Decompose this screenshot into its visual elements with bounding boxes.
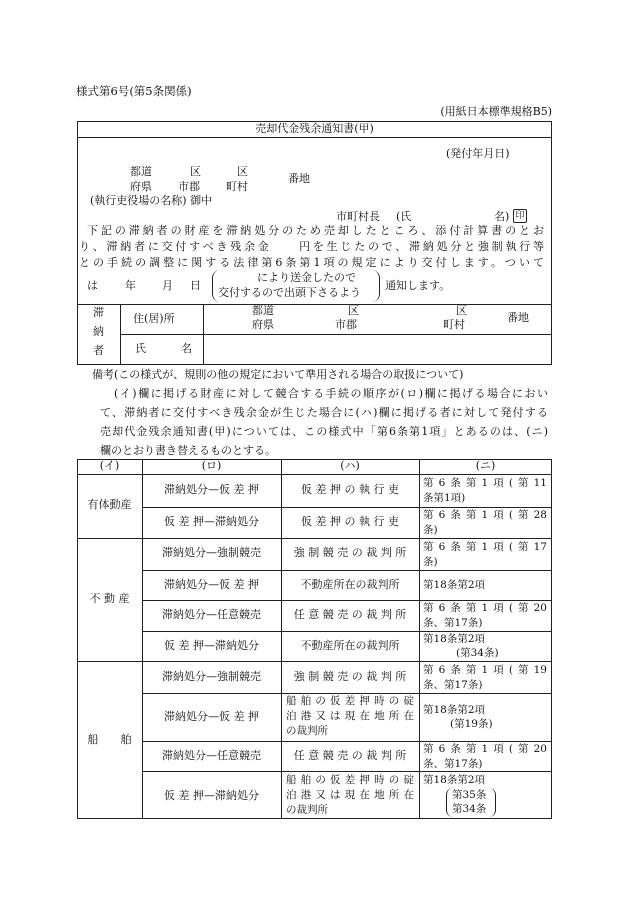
group-real-estate: 不 動 産 (89, 592, 130, 605)
paper-size: (用紙日本標準規格B5) (440, 105, 552, 118)
table-row-7-ha-1: 船舶の仮差押時の碇 (286, 695, 414, 707)
notice-title: 売却代金残余通知書(甲) (255, 122, 374, 135)
table-row-9-ha-1: 船舶の仮差押時の碇 (286, 774, 414, 786)
table-row-7-ha-3: の裁判所 (286, 725, 328, 737)
table-row-6-ni-2: 条、第17条) (423, 679, 483, 691)
table-row-2-ha: 強 制 競 売 の 裁 判 所 (293, 546, 407, 559)
addr-todofuken-1: 都道 (130, 165, 152, 178)
table-row-0-ro: 滞納処分—仮 差 押 (164, 483, 259, 496)
table-row-7-ha-2: 泊港又は現在地所在 (286, 710, 414, 722)
issue-date: (発付年月日) (446, 147, 510, 160)
table-row-7-ni-2: (第19条) (450, 718, 493, 730)
date-day: 日 (190, 279, 201, 292)
date-year: 年 (125, 279, 136, 292)
date-ha: は (87, 279, 98, 292)
table-row-3-ro: 滞納処分—仮 差 押 (164, 578, 259, 591)
table-row-9-ni-2: 第35条 (452, 789, 487, 801)
body-line-1: 下記の滞納者の財産を滞納処分のため売却したところ、添付計算書のとお (87, 224, 544, 237)
seal-mark: 印 (513, 209, 527, 223)
table-row-3-ha: 不動産所在の裁判所 (300, 578, 400, 591)
name-open: (氏 (396, 210, 412, 223)
group-movables: 有体動産 (87, 498, 132, 511)
header-ro: (ロ) (201, 459, 222, 472)
table-row-7-ni-1: 第18条第2項 (423, 704, 486, 716)
table-row-4-ni-2: 条、第17条) (423, 617, 483, 629)
table-row-5-ni-2: (第34条) (456, 647, 499, 659)
table-row-9-ni-3: 第34条 (452, 803, 487, 815)
date-month: 月 (162, 279, 173, 292)
remarks-line-2: て、滞納者に交付すべき残余金が生じた場合に(ハ)欄に掲げる者に対して発付する (100, 406, 548, 419)
table-row-2-ni-1: 第6条第1項(第17 (423, 541, 547, 553)
recipient: (執行吏役場の名称) 御中 (90, 194, 213, 207)
addr-todofuken-2: 府県 (130, 180, 152, 193)
header-i: (イ) (99, 459, 120, 472)
table-row-7-ro: 滞納処分—仮 差 押 (164, 710, 259, 723)
option-sent: により送金したので (257, 271, 356, 284)
row-addr-shigun: 市郡 (335, 318, 357, 331)
row-addr-todofuken-1: 都道 (252, 304, 274, 317)
form-number: 様式第6号(第5条関係) (76, 84, 192, 98)
table-row-4-ha: 任 意 競 売 の 裁 判 所 (293, 608, 407, 621)
remarks-line-4: 欄のとおり書き替えるものとする。 (100, 444, 276, 457)
remarks-title: 備考(この様式が、規則の他の規定において準用される場合の取扱について) (92, 368, 464, 381)
table-row-5-ha: 不動産所在の裁判所 (300, 639, 400, 652)
table-row-9-ha-2: 泊港又は現在地所在 (286, 789, 414, 801)
row-addr-ku-1: 区 (348, 304, 359, 317)
name-label-1: 氏 (135, 342, 146, 355)
name-label-2: 名 (181, 342, 192, 355)
notify-text: 通知します。 (385, 279, 451, 292)
row-addr-todofuken-2: 府県 (252, 318, 274, 331)
delinquent-label-1: 滞 (93, 306, 104, 319)
table-row-8-ni-1: 第6条第1項(第20 (423, 743, 547, 755)
table-row-2-ro: 滞納処分—強制競売 (162, 546, 261, 559)
table-row-1-ro: 仮 差 押—滞納処分 (164, 515, 259, 528)
table-row-6-ha: 強 制 競 売 の 裁 判 所 (293, 670, 407, 683)
table-row-5-ro: 仮 差 押—滞納処分 (164, 639, 259, 652)
table-row-2-ni-2: 条) (423, 556, 438, 568)
table-row-9-ro: 仮 差 押—滞納処分 (164, 789, 259, 802)
delinquent-label-2: 納 (93, 325, 104, 338)
table-row-1-ha: 仮 差 押 の 執 行 吏 (301, 515, 399, 528)
address-label: 住(居)所 (133, 312, 175, 325)
table-row-8-ni-2: 条、第17条) (423, 758, 483, 770)
option-appear: 交付するので出頭下さるよう (218, 286, 361, 299)
table-row-4-ni-1: 第6条第1項(第20 (423, 602, 547, 614)
addr-banchi: 番地 (288, 172, 310, 185)
body-line-3: との手続の調整に関する法律第6条第1項の規定により交付します。ついて (79, 256, 544, 269)
table-row-5-ni-1: 第18条第2項 (423, 633, 486, 645)
table-row-9-ha-3: の裁判所 (286, 804, 328, 816)
table-row-9-ni-1: 第18条第2項 (423, 774, 486, 786)
addr-shigun: 市郡 (178, 180, 200, 193)
table-row-1-ni-1: 第6条第1項(第28 (423, 509, 547, 521)
table-row-4-ro: 滞納処分—任意競売 (162, 608, 261, 621)
mayor-title: 市町村長 (336, 210, 380, 223)
table-row-6-ro: 滞納処分—強制競売 (162, 670, 261, 683)
group-ships: 船 舶 (87, 733, 132, 746)
row-addr-banchi: 番地 (507, 311, 529, 324)
row-addr-ku-2: 区 (456, 304, 467, 317)
addr-chouson: 町村 (226, 180, 248, 193)
table-row-6-ni-1: 第6条第1項(第19 (423, 664, 547, 676)
table-row-1-ni-2: 条) (423, 524, 438, 536)
addr-ku-1: 区 (190, 165, 201, 178)
header-ha: (ハ) (340, 459, 360, 472)
table-row-8-ro: 滞納処分—任意競売 (162, 749, 261, 762)
table-row-0-ni-1: 第6条第1項(第11 (423, 477, 547, 489)
header-ni: (ニ) (475, 459, 496, 472)
delinquent-label-3: 者 (93, 344, 104, 357)
addr-ku-2: 区 (237, 165, 248, 178)
table-row-0-ha: 仮 差 押 の 執 行 吏 (301, 483, 399, 496)
remarks-line-1: (イ)欄に掲げる財産に対して競合する手続の順序が(ロ)欄に掲げる場合におい (114, 387, 548, 400)
table-row-8-ha: 任 意 競 売 の 裁 判 所 (293, 749, 407, 762)
row-addr-chouson: 町村 (443, 318, 465, 331)
body-line-2: り、滞納者に交付すべき残余金 円を生じたので、滞納処分と強制執行等 (79, 240, 544, 253)
table-row-0-ni-2: 条第1項) (423, 492, 466, 504)
table-row-3-ni-1: 第18条第2項 (423, 579, 486, 591)
name-close: 名) (494, 210, 510, 223)
remarks-line-3: 売却代金残余通知書(甲)については、この様式中「第6条第1項」とあるのは、(ニ) (100, 425, 548, 438)
